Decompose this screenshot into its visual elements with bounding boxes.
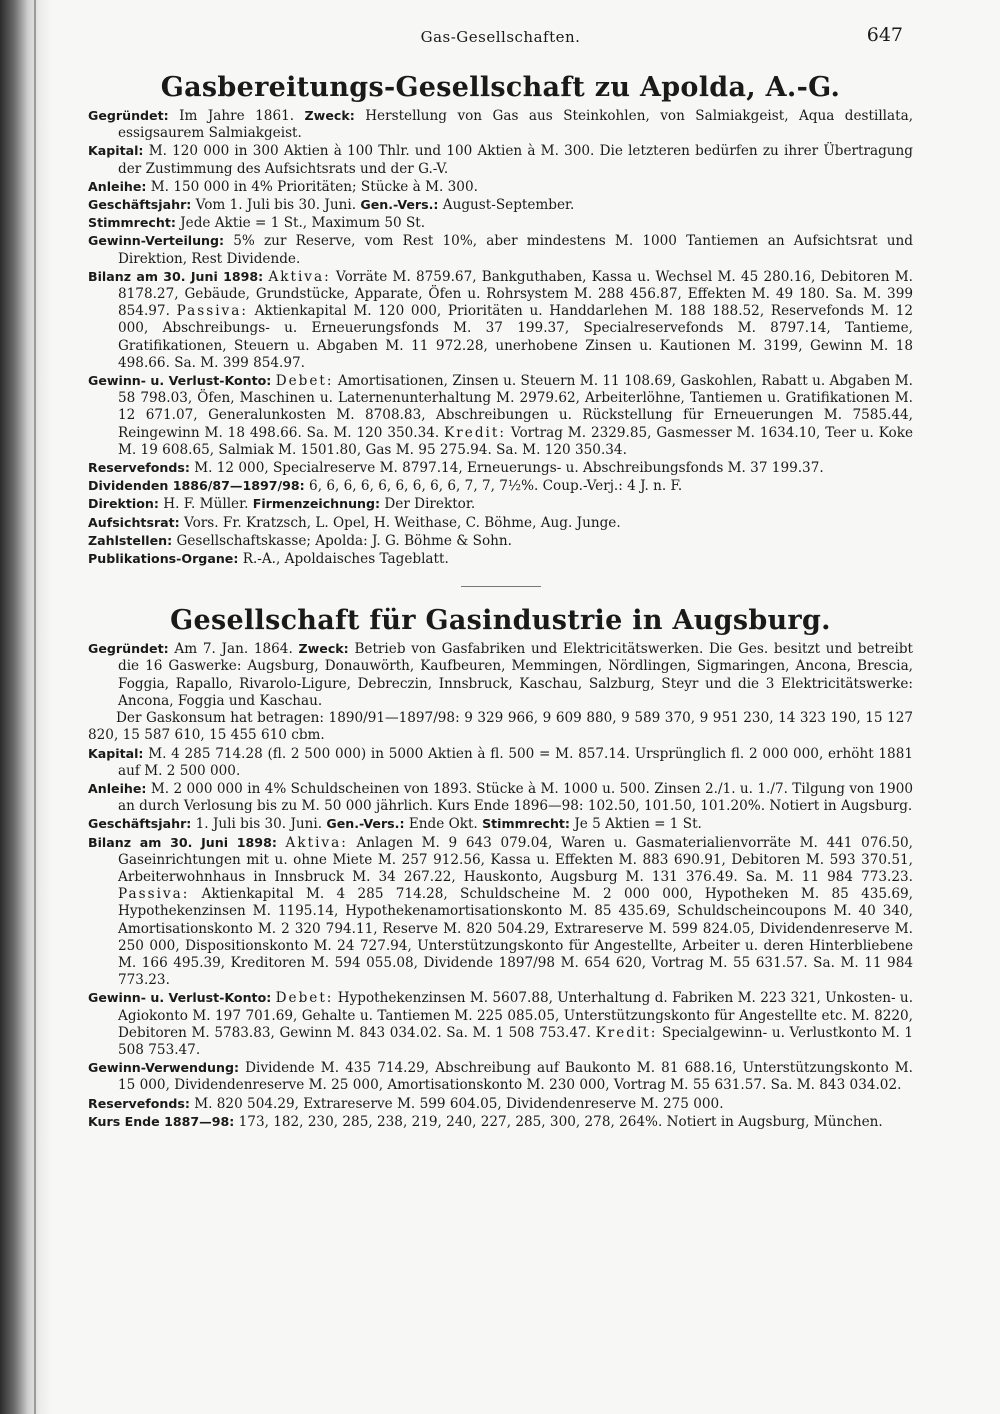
entry-kapital: Kapital: M. 120 000 in 300 Aktien à 100 Thlr. und 100 Aktien à M. 300. Die letzteren bedürfen zu ihrer Übertragung der Zustimmung des Aufsichtsrats und der G.-V. — [88, 143, 913, 177]
company-entry-apolda — [88, 72, 913, 568]
entry-gewinnverteilung: Gewinn-Verteilung: 5% zur Reserve, vom Rest 10%, aber mindestens M. 1000 Tantiemen an Aufsichtsrat und Direktion, Rest Dividende. — [88, 233, 913, 267]
entry-geschaeftsjahr: Geschäftsjahr: 1. Juli bis 30. Juni. Gen.-Vers.: Ende Okt. Stimmrecht: Je 5 Aktien = 1 St. — [88, 816, 702, 833]
entry-anleihe: Anleihe: M. 150 000 in 4% Prioritäten; Stücke à M. 300. — [88, 178, 478, 195]
entry-zahlstellen: Zahlstellen: Gesellschaftskasse; Apolda: J. G. Böhme & Sohn. — [88, 532, 513, 549]
company-title: Gesellschaft für Gasindustrie in Augsburg. — [170, 605, 831, 637]
entry-aufsichtsrat: Aufsichtsrat: Vors. Fr. Kratzsch, L. Opel, H. Weithase, C. Böhme, Aug. Junge. — [88, 514, 621, 531]
company-entry-augsburg — [88, 605, 913, 1131]
entry-bilanz: Bilanz am 30. Juni 1898: Aktiva: Anlagen M. 9 643 079.04, Waren u. Gasmaterialienvorräte M. 441 076.50, Gaseinrichtungen mit u. ohne Miete M. 257 912.56, Kassa u. Effekten M. 883 690.91, Debitoren M. 593 370.51, Arbeiterwohnhaus in Innsbruck M. 34 267.22, Hauskonto, Augsburg M. 131 376.49. Sa. M. 11 984 773.23. Passiva: Aktienkapital M. 4 285 714.28, Schuldscheine M. 2 000 000, Hypotheken M. 85 435.69, Hypothekenzinsen M. 1195.14, Hypothekenamortisationskonto M. 85 435.69, Schuldscheincoupons M. 40 340, Amortisationskonto M. 2 320 794.11, Reserve M. 820 504.29, Extrareserve M. 599 824.05, Dividendenreserve M. 250 000, Dispositionskonto M. 24 727.94, Unterstützungskonto für Angestellte, Arbeiter u. deren Hinterbliebene M. 166 495.39, Kreditoren M. 594 055.08, Dividende 1897/98 M. 654 620, Vortrag M. 55 631.57. Sa. M. 11 984 773.23. — [88, 834, 913, 989]
document-page — [88, 22, 913, 1131]
entry-stimmrecht: Stimmrecht: Jede Aktie = 1 St., Maximum 50 St. — [88, 215, 426, 232]
entry-reservefonds: Reservefonds: M. 12 000, Specialreserve M. 8797.14, Erneuerungs- u. Abschreibungsfonds M. 37 199.37. — [88, 460, 824, 477]
entry-kapital: Kapital: M. 4 285 714.28 (fl. 2 500 000) in 5000 Aktien à fl. 500 = M. 857.14. Ursprünglich fl. 2 000 000, erhöht 1881 auf M. 2 500 000. — [88, 745, 914, 779]
book-spine-shadow — [0, 0, 52, 1414]
book-spine-line — [34, 0, 36, 1414]
entry-kurs: Kurs Ende 1887—98: 173, 182, 230, 285, 238, 219, 240, 227, 285, 300, 278, 264%. Notiert in Augsburg, München. — [88, 1113, 883, 1130]
section-divider — [461, 586, 541, 587]
entry-gaskonsum: Der Gaskonsum hat betragen: 1890/91—1897/98: 9 329 966, 9 609 880, 9 589 370, 9 951 230, 14 323 190, 15 127 820, 15 587 610, 15 455 610 cbm. — [88, 710, 913, 744]
entry-direktion: Direktion: H. F. Müller. Firmenzeichnung: Der Direktor. — [88, 496, 476, 513]
entry-gewinn-verwendung: Gewinn-Verwendung: Dividende M. 435 714.29, Abschreibung auf Baukonto M. 81 688.16, Unterstützungskonto M. 15 000, Dividendenreserve M. 25 000, Amortisationskonto M. 230 000, Vortrag M. 55 631.57. Sa. M. 843 034.02. — [88, 1060, 913, 1094]
entry-gewinn-verlust-konto: Gewinn- u. Verlust-Konto: Debet: Hypothekenzinsen M. 5607.88, Unterhaltung d. Fabriken M. 223 321, Unkosten- u. Agiokonto M. 197 701.69, Gehalte u. Tantiemen M. 225 085.05, Unterstützungskonto für Angestellte etc. M. 8220, Debitoren M. 5783.83, Gewinn M. 843 034.02. Sa. M. 1 508 753.47. Kredit: Specialgewinn- u. Verlustkonto M. 1 508 753.47. — [88, 990, 914, 1058]
page-header — [88, 22, 913, 50]
entry-anleihe: Anleihe: M. 2 000 000 in 4% Schuldscheinen von 1893. Stücke à M. 1000 u. 500. Zinsen 2./1. u. 1./7. Tilgung von 1900 an durch Verlosung bis zu M. 50 000 jährlich. Kurs Ende 1896—98: 102.50, 101.50, 101.20%. Notiert in Augsburg. — [88, 780, 913, 815]
company-title: Gasbereitungs-Gesellschaft zu Apolda, A.-G. — [160, 72, 841, 103]
entry-publikationsorgane: Publikations-Organe: R.-A., Apoldaisches Tageblatt. — [88, 551, 449, 568]
entry-gewinn-verlust-konto: Gewinn- u. Verlust-Konto: Debet: Amortisationen, Zinsen u. Steuern M. 11 108.69, Gaskohlen, Rabatt u. Abgaben M. 58 798.03, Öfen, Maschinen u. Laternenunterhaltung M. 2979.62, Arbeiterlöhne, Tantiemen u. Gratifikationen M. 12 671.07, Generalunkosten M. 8708.83, Abschreibungen u. Rückstellung für Erneuerungen M. 7585.44, Reingewinn M. 18 498.66. Sa. M. 120 350.34. Kredit: Vortrag M. 2329.85, Gasmesser M. 1634.10, Teer u. Koke M. 19 608.65, Salmiak M. 1501.80, Gas M. 95 275.94. Sa. M. 120 350.34. — [88, 373, 914, 458]
running-head: Gas-Gesellschaften. — [420, 28, 581, 46]
entry-bilanz: Bilanz am 30. Juni 1898: Aktiva: Vorräte M. 8759.67, Bankguthaben, Kassa u. Wechsel M. 45 280.16, Debitoren M. 8178.27, Gebäude, Grundstücke, Apparate, Öfen u. Rohrsystem M. 288 456.87, Effekten M. 49 180. Sa. M. 399 854.97. Passiva: Aktienkapital M. 120 000, Prioritäten u. Handdarlehen M. 188 188.52, Reservefonds M. 12 000, Abschreibungs- u. Erneuerungsfonds M. 37 199.37, Specialreservefonds M. 8797.14, Tantieme, Gratifikationen, Steuern u. Abgaben M. 11 972.28, unerhobene Zinsen u. Kautionen M. 3199, Gewinn M. 18 498.66. Sa. M. 399 854.97. — [88, 268, 913, 371]
page-number: 647 — [866, 24, 903, 46]
entry-reservefonds: Reservefonds: M. 820 504.29, Extrareserve M. 599 604.05, Dividendenreserve M. 275 000. — [88, 1095, 724, 1112]
entry-geschaeftsjahr: Geschäftsjahr: Vom 1. Juli bis 30. Juni. Gen.-Vers.: August-September. — [88, 197, 575, 214]
entry-dividenden: Dividenden 1886/87—1897/98: 6, 6, 6, 6, 6, 6, 6, 6, 6, 7, 7, 7½%. Coup.-Verj.: 4 J. n. F. — [88, 478, 683, 495]
entry-gegruendet: Gegründet: Im Jahre 1861. Zweck: Herstellung von Gas aus Steinkohlen, von Salmiakgeist, Aqua destillata, essigsaurem Salmiakgeist. — [88, 108, 914, 142]
entry-gegruendet: Gegründet: Am 7. Jan. 1864. Zweck: Betrieb von Gasfabriken und Elektricitätswerken. Die Ges. besitzt und betreibt die 16 Gaswerke: Augsburg, Donauwörth, Kaufbeuren, Memmingen, Nördlingen, Sigmaringen, Ancona, Brescia, Foggia, Rapallo, Rivarolo-Ligure, Debreczin, Innsbruck, Kaschau, Salzburg, Steyr und die 3 Elektricitätswerke: Ancona, Foggia und Kaschau. — [88, 641, 914, 709]
